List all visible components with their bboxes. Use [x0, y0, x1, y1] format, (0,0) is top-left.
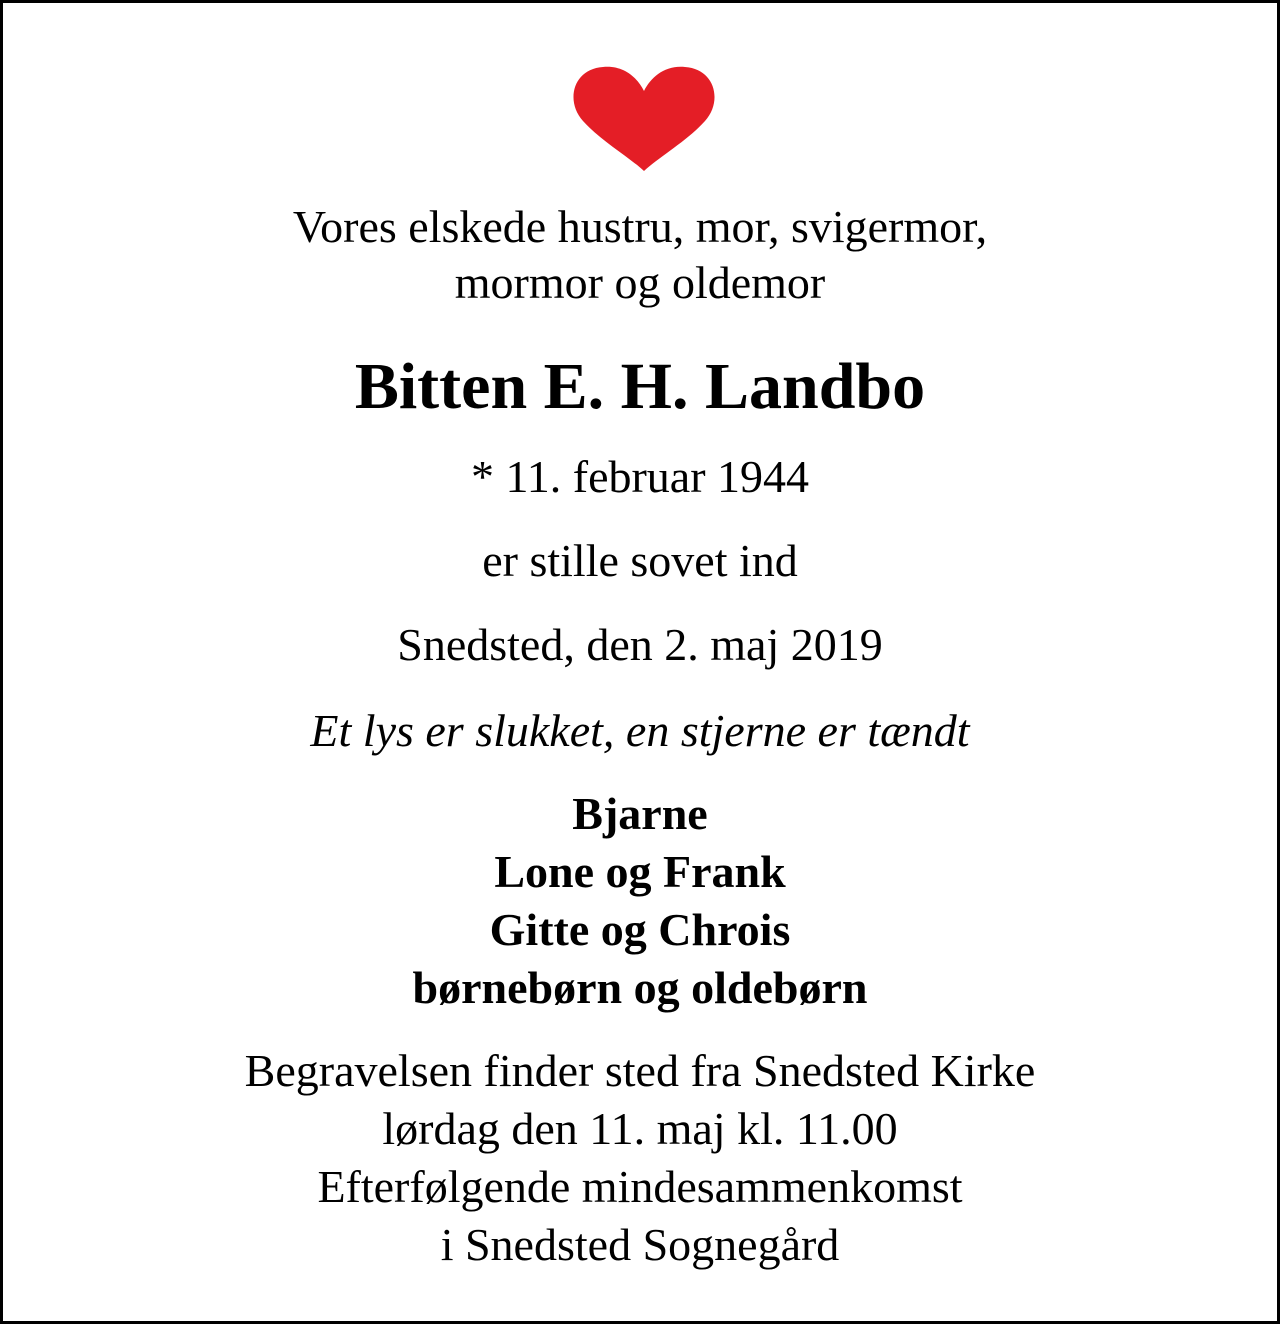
- memorial-verse: Et lys er slukket, en stjerne er tændt: [310, 705, 970, 756]
- deceased-name: Bitten E. H. Landbo: [354, 350, 926, 423]
- intro-line: Vores elskede hustru, mor, svigermor,: [292, 201, 988, 252]
- mourner-line: Gitte og Chrois: [489, 904, 791, 955]
- place-and-date: Snedsted, den 2. maj 2019: [397, 619, 883, 670]
- funeral-line: i Snedsted Sognegård: [440, 1219, 840, 1270]
- mourner-line: Bjarne: [572, 788, 708, 839]
- funeral-details: [3, 1042, 1277, 1274]
- funeral-line: Begravelsen finder sted fra Snedsted Kirke: [244, 1045, 1036, 1096]
- intro-line: mormor og oldemor: [454, 257, 826, 308]
- birth-date: * 11. februar 1944: [470, 451, 810, 502]
- mourners-list: [3, 785, 1277, 1017]
- heart-icon: [571, 65, 717, 173]
- funeral-line: Efterfølgende mindesammenkomst: [317, 1161, 963, 1212]
- heart-shape: [573, 67, 714, 171]
- mourner-line: børnebørn og oldebørn: [412, 962, 868, 1013]
- intro-text: [3, 199, 1277, 311]
- funeral-line: lørdag den 11. maj kl. 11.00: [382, 1103, 898, 1154]
- passed-text: er stille sovet ind: [482, 535, 798, 586]
- mourner-line: Lone og Frank: [494, 846, 786, 897]
